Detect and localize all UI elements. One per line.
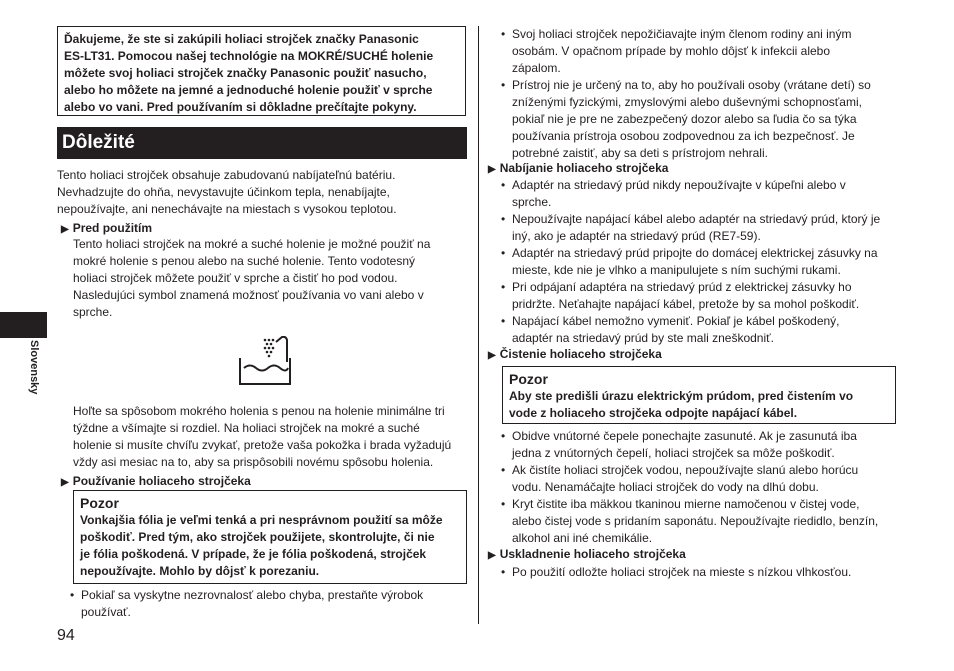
list-item: • Obidve vnútorné čepele ponechajte zasunuté. Ak je zasunutá iba jedna z vnútorných čepelí, holiaci strojček sa môže poškodiť.	[488, 428, 898, 462]
page-number: 94	[57, 627, 75, 644]
wet-shaving-paragraph: Hoľte sa spôsobom mokrého holenia s penou na holenie minimálne tri týždne a všímajte si rozdiel. Na holiaci strojček na mokré a suché holenie si musíte chvíľu zvykať, pretože vaša pokožka i brada vyžadujú vždy asi mesiac na to, aby sa prispôsobili novému spôsobu holenia.	[73, 404, 452, 469]
language-label: Slovensky	[28, 340, 40, 395]
column-divider	[478, 26, 479, 624]
caution-title: Pozor	[80, 495, 119, 511]
list-item: • Nepoužívajte napájací kábel alebo adaptér na striedavý prúd, ktorý je iný, ako je adaptér na striedavý prúd (RE7-59).	[488, 211, 898, 245]
list-item: • Pri odpájaní adaptéra na striedavý prúd z elektrickej zásuvky ho pridržte. Neťahajte napájací kábel, pretože by sa mohol poškodiť.	[488, 279, 898, 313]
arrow-right-icon: ▶	[488, 164, 496, 175]
list-item: • Kryt čistite iba mäkkou tkaninou mierne namočenou v čistej vode, alebo čistej vode s pridaním saponátu. Nepoužívajte riedidlo, benzín, alkohol ani iné chemikálie.	[488, 496, 898, 547]
arrow-right-icon: ▶	[61, 224, 69, 235]
caution-box-foil	[73, 490, 467, 584]
subheading-using-shaver	[61, 473, 251, 491]
list-item: • Adaptér na striedavý prúd nikdy nepoužívajte v kúpeľni alebo v sprche.	[488, 177, 898, 211]
list-item: • Ak čistíte holiaci strojček vodou, nepoužívajte slanú alebo horúcu vodu. Nenamáčajte holiaci strojček do vody na dlhú dobu.	[488, 462, 898, 496]
battery-warning-paragraph: Tento holiaci strojček obsahuje zabudovanú nabíjateľnú batériu. Nevhadzujte do ohňa, nevystavujte účinkom tepla, nenabíjajte, nepoužívajte, ani nenechávajte na miestach s vysokou teplotou.	[57, 168, 397, 216]
subheading-label: Používanie holiaceho strojčeka	[72, 474, 251, 488]
subheading-label: Pred použitím	[72, 221, 153, 235]
list-item: • Pokiaľ sa vyskytne nezrovnalosť alebo chyba, prestaňte výrobok používať.	[57, 587, 467, 621]
subheading-storage	[488, 546, 686, 564]
list-item: • Po použití odložte holiaci strojček na mieste s nízkou vlhkosťou.	[488, 564, 898, 581]
subheading-label: Nabíjanie holiaceho strojčeka	[499, 161, 669, 175]
intro-notice-box: Ďakujeme, že ste si zakúpili holiaci strojček značky Panasonic ES-LT31. Pomocou našej technológie na MOKRÉ/SUCHÉ holenie môžete svoj holiaci strojček značky Panasonic použiť nasucho, alebo ho môžete na jemné a jednoduché holenie použiť v sprche alebo vo vani. Pred používaním si dôkladne prečítajte pokyny.	[57, 26, 466, 116]
using-bullet-list	[57, 587, 467, 621]
arrow-right-icon: ▶	[488, 550, 496, 561]
shower-bath-icon	[238, 336, 292, 386]
section-heading: Dôležité	[57, 127, 467, 159]
caution-box-cleaning	[502, 366, 896, 424]
storage-bullet-list	[488, 564, 898, 581]
subheading-label: Uskladnenie holiaceho strojčeka	[499, 547, 686, 561]
caution-body: Aby ste predišli úrazu elektrickým prúdom, pred čistením vo vode z holiaceho strojčeka odpojte napájací kábel.	[509, 389, 854, 420]
caution-title: Pozor	[509, 371, 548, 387]
subheading-label: Čistenie holiaceho strojčeka	[499, 347, 662, 361]
language-tab-marker	[0, 312, 47, 338]
subheading-charging	[488, 160, 668, 178]
arrow-right-icon: ▶	[488, 350, 496, 361]
caution-body: Vonkajšia fólia je veľmi tenká a pri nesprávnom použití sa môže poškodiť. Pred tým, ako strojček použijete, skontrolujte, či nie je fólia poškodená. V prípade, že je fólia poškodená, strojček nepoužívajte. Mohlo by dôjsť k porezaniu.	[80, 513, 443, 578]
list-item: • Adaptér na striedavý prúd pripojte do domácej elektrickej zásuvky na mieste, kde nie je vlhko a manipulujete s ním suchými rukami.	[488, 245, 898, 279]
general-bullet-list	[488, 26, 898, 162]
subheading-cleaning	[488, 346, 662, 364]
list-item: • Napájací kábel nemožno vymeniť. Pokiaľ je kábel poškodený, adaptér na striedavý prúd by ste mali zneškodniť.	[488, 313, 898, 347]
list-item: • Prístroj nie je určený na to, aby ho používali osoby (vrátane detí) so zníženými fyzickými, zmyslovými alebo duševnými schopnosťami, pokiaľ nie je pre ne zabezpečený dozor alebo sa ľudia čo sa týka používania prístroja osobou zodpovednou za ich bezpečnosť. Je potrebné zaistiť, aby sa deti s prístrojom nehrali.	[488, 77, 898, 162]
cleaning-bullet-list	[488, 428, 898, 547]
arrow-right-icon: ▶	[61, 477, 69, 488]
list-item: • Svoj holiaci strojček nepožičiavajte iným členom rodiny ani iným osobám. V opačnom prípade by mohlo dôjsť k infekcii alebo zápalom.	[488, 26, 898, 77]
charging-bullet-list	[488, 177, 898, 347]
before-use-paragraph: Tento holiaci strojček na mokré a suché holenie je možné použiť na mokré holenie s penou alebo na suché holenie. Tento vodotesný holiaci strojček môžete použiť v sprche a čistiť ho pod vodou. Nasledujúci symbol znamená možnosť používania vo vani alebo v sprche.	[73, 237, 431, 319]
